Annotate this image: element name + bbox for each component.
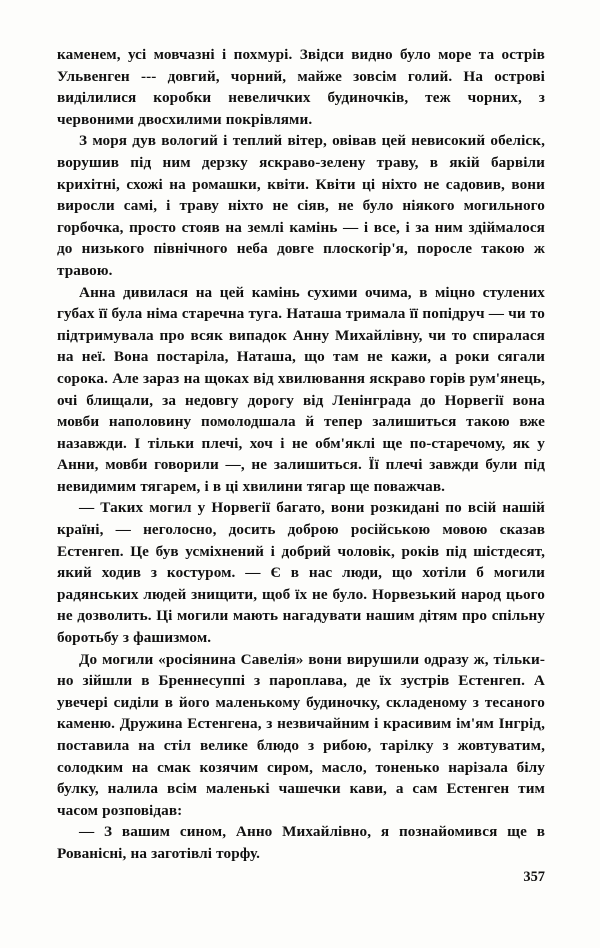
page-number: 357: [523, 869, 545, 885]
paragraph: — Таких могил у Норвегії багато, вони розкидані по всій нашій країні, — неголосно, досить доброю російською мовою сказав Естенгеп. Це був усміхнений і добрий чоловік, років під шістдесят, який ходив з костуром. — Є в нас люди, що хотіли б могили радянських людей знищити, щоб їх не було. Норвезький народ цього не дозволить. Ці могили мають нагадувати нашим дітям про спільну боротьбу з фашизмом.: [57, 499, 545, 647]
paragraph: каменем, усі мовчазні і похмурі. Звідси видно було море та острів Ульвенген --- довгий, чорний, майже зовсім голий. На острові виділилися коробки невеличких будиночків, теж чорних, з червоними двосхилими покрівлями.: [57, 46, 545, 128]
paragraph: До могили «росіянина Савелія» вони вирушили одразу ж, тільки-но зійшли в Бреннесуппі з пароплава, де їх зустрів Естенгеп. А увечері сиділи в його маленькому будиночку, складеному з тесаного каменю. Дружина Естенгена, з незвичайним і красивим ім'ям Інгрід, поставила на стіл велике блюдо з рибою, тарілку з жовтуватим, солодким на смак козячим сиром, масло, тоненько нарізала білу булку, налила всім маленькі чашечки кави, а сам Естенген тим часом розповідав:: [57, 650, 545, 819]
paragraph: — З вашим сином, Анно Михайлівно, я познайомився ще в Рованісні, на заготівлі торфу.: [57, 823, 545, 862]
paragraph: Анна дивилася на цей камінь сухими очима, в міцно стулених губах її була німа старечна туга. Наташа тримала її попідруч — чи то підтримувала про всяк випадок Анну Михайлівну, чи то спиралася на неї. Вона постаріла, Наташа, що там не кажи, а роки сягали сорока. Але зараз на щоках від хвилювання яскраво горів рум'янець, очі блищали, за недовгу дорогу від Ленінграда до Норвегії вона мовби наполовину помолодшала й тепер залишиться такою вже назавжди. І тільки плечі, хоч і не обм'яклі ще по-старечому, як у Анни, мовби говорили —, не залишиться. Її плечі завжди були під невидимим тягарем, і в ці хвилини тягар ще поважчав.: [57, 283, 545, 495]
paragraph: З моря дув вологий і теплий вітер, овівав цей невисокий обеліск, ворушив під ним дерзку яскраво-зелену траву, в якій барвіли крихітні, схожі на ромашки, квіти. Квіти ці ніхто не садовив, вони виросли самі, і траву ніхто не сіяв, не було ніякого могильного горбочка, просто стояв на землі камінь — і все, і за ним здіймалося до низького північного неба довге плоскогір'я, поросле такою ж травою.: [57, 132, 545, 279]
page-text-block: [57, 44, 545, 865]
